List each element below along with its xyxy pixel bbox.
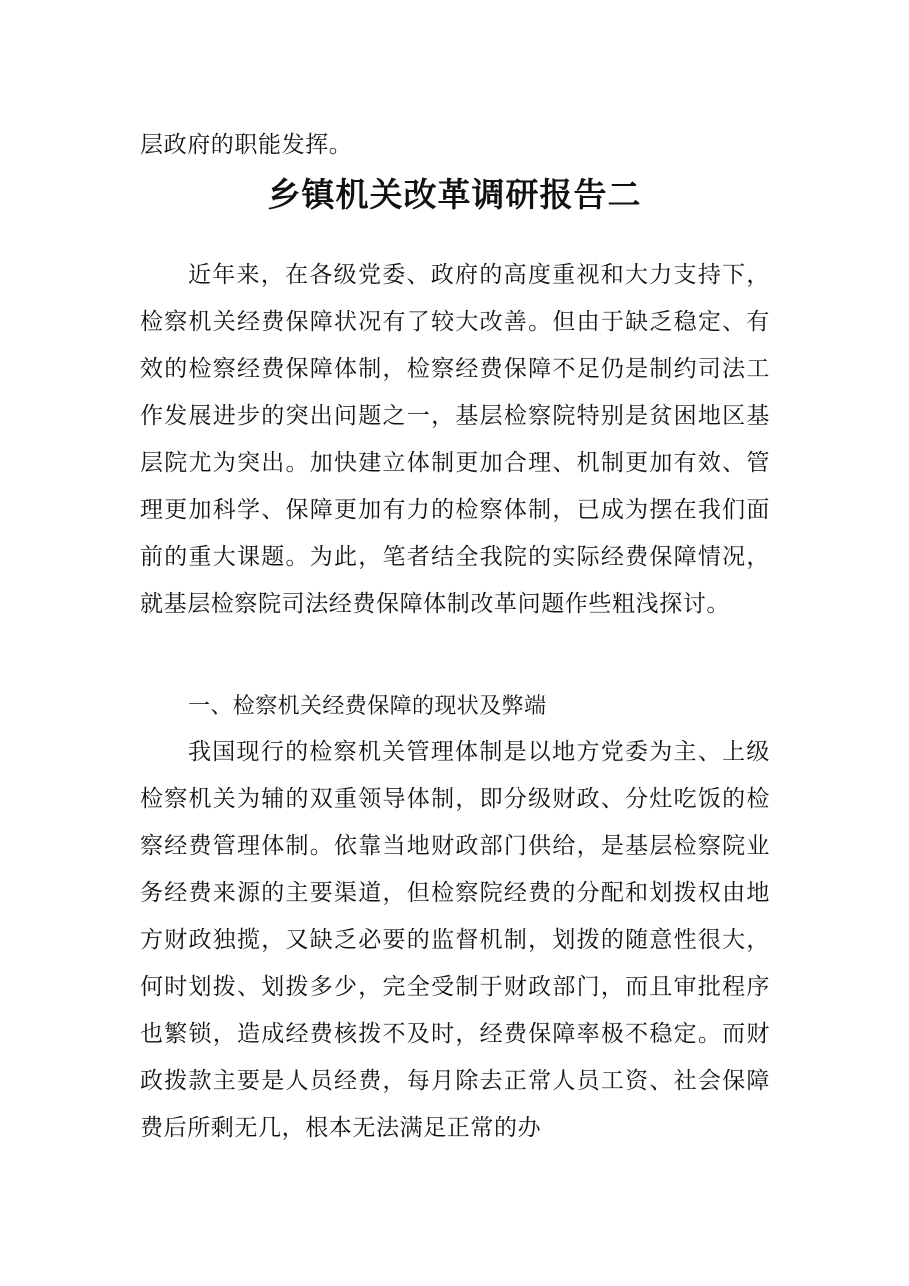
carryover-text: 层政府的职能发挥。 bbox=[140, 132, 353, 158]
document-title: 乡镇机关改革调研报告二 bbox=[267, 175, 642, 214]
section-body-paragraph: 我国现行的检察机关管理体制是以地方党委为主、上级检察机关为辅的双重领导体制，即分级财政、分灶吃饭的检察经费管理体制。依靠当地财政部门供给，是基层检察院业务经费来源的主要渠道，但检察院经费的分配和划拨权由地方财政独揽，又缺乏必要的监督机制，划拨的随意性很大，何时划拨、划拨多少，完全受制于财政部门，而且审批程序也繁锁，造成经费核拨不及时，经费保障率极不稳定。而财政拨款主要是人员经费，每月除去正常人员工资、社会保障费后所剩无几，根本无法满足正常的办 bbox=[140, 739, 770, 1141]
intro-paragraph: 近年来，在各级党委、政府的高度重视和大力支持下，检察机关经费保障状况有了较大改善。但由于缺乏稳定、有效的检察经费保障体制，检察经费保障不足仍是制约司法工作发展进步的突出问题之一，基层检察院特别是贫困地区基层院尤为突出。加快建立体制更加合理、机制更加有效、管理更加科学、保障更加有力的检察体制，已成为摆在我们面前的重大课题。为此，笔者结全我院的实际经费保障情况，就基层检察院司法经费保障体制改革问题作些粗浅探讨。 bbox=[140, 262, 770, 617]
section-heading: 一、检察机关经费保障的现状及弊端 bbox=[188, 694, 547, 719]
